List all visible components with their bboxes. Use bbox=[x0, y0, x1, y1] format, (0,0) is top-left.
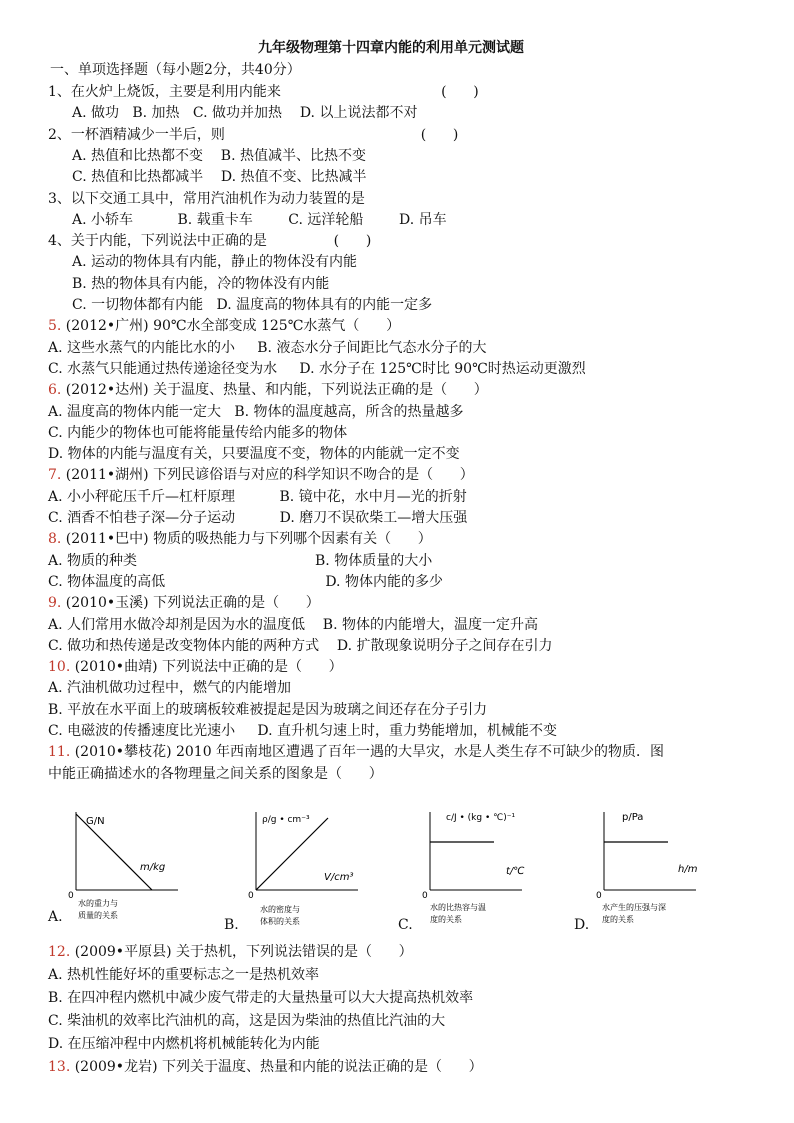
question-line bbox=[72, 103, 417, 123]
question-line bbox=[72, 146, 366, 166]
question-text: C. 做功和热传递是改变物体内能的两种方式 D. 扩散现象说明分子之间存在引力 bbox=[48, 637, 553, 654]
question-text: (2009•平原县) 关于热机，下列说法错误的是（ ） bbox=[70, 944, 413, 960]
question-text: C. 物体温度的高低 D. 物体内能的多少 bbox=[48, 573, 443, 590]
svg-text:质量的关系: 质量的关系 bbox=[78, 911, 118, 920]
question-text: A. 人们常用水做冷却剂是因为水的温度低 B. 物体的内能增大，温度一定升高 bbox=[48, 616, 538, 633]
question-number: 6. bbox=[48, 382, 62, 399]
question-line bbox=[48, 657, 343, 677]
question-text: 在火炉上烧饭，主要是利用内能来 ( ) bbox=[70, 84, 479, 100]
question-line bbox=[48, 1011, 445, 1031]
question-line bbox=[48, 189, 365, 209]
question-text: A. 物质的种类 B. 物体质量的大小 bbox=[48, 552, 433, 569]
svg-text:0: 0 bbox=[596, 891, 602, 901]
question-text: C. 酒香不怕巷子深—分子运动 D. 磨刀不误砍柴工—增大压强 bbox=[48, 510, 468, 526]
question-text: C. 内能少的物体也可能将能量传给内能多的物体 bbox=[48, 424, 348, 441]
graph-b-xlabel: V/cm³ bbox=[324, 872, 354, 883]
question-text: C. 热值和比热都减半 D. 热值不变、比热减半 bbox=[72, 169, 367, 186]
question-line bbox=[48, 615, 538, 635]
graph-c-ylabel: c/J • (kg • ℃)⁻¹ bbox=[446, 813, 516, 823]
question-text: B. 平放在水平面上的玻璃板较难被提起是因为玻璃之间还存在分子引力 bbox=[48, 701, 488, 718]
graph-c-xlabel: t/℃ bbox=[506, 866, 525, 877]
question-number: 13. bbox=[48, 1059, 71, 1075]
svg-text:体积的关系: 体积的关系 bbox=[260, 917, 300, 926]
svg-text:度的关系: 度的关系 bbox=[430, 915, 462, 924]
question-line bbox=[48, 593, 320, 613]
question-text: A. 热值和比热都不变 B. 热值减半、比热不变 bbox=[72, 147, 366, 164]
question-text: 一杯酒精减少一半后，则 ( ) bbox=[70, 126, 459, 143]
question-line bbox=[48, 721, 557, 741]
question-text: A. 运动的物体具有内能，静止的物体没有内能 bbox=[72, 254, 358, 271]
question-text: A. 热机性能好坏的重要标志之一是热机效率 bbox=[48, 967, 320, 983]
question-line bbox=[48, 380, 488, 400]
question-line bbox=[48, 764, 383, 784]
question-text: C. 水蒸气只能通过热传递途径变为水 D. 水分子在 125℃时比 90℃时热运动更激烈 bbox=[48, 360, 586, 377]
option-c-letter: C. bbox=[398, 917, 413, 933]
graph-d-ylabel: p/Pa bbox=[622, 812, 644, 823]
question-line bbox=[72, 295, 432, 315]
graph-a-ylabel: G/N bbox=[86, 816, 105, 827]
question-line bbox=[48, 508, 467, 528]
question-line bbox=[48, 338, 486, 358]
question-line bbox=[48, 742, 664, 762]
question-text: (2010•攀枝花) 2010 年西南地区遭遇了百年一遇的大旱灾，水是人类生存不可缺少的物质．图 bbox=[70, 744, 665, 761]
question-text: A. 小小秤砣压千斤—杠杆原理 B. 镜中花，水中月—光的折射 bbox=[48, 488, 467, 505]
question-line bbox=[48, 231, 371, 251]
question-text: 中能正确描述水的各物理量之间关系的图象是（ ） bbox=[48, 765, 383, 782]
graph-a-caption: 水的重力与 bbox=[78, 899, 118, 908]
question-text: C. 一切物体都有内能 D. 温度高的物体具有的内能一定多 bbox=[72, 297, 433, 313]
question-line bbox=[48, 529, 432, 549]
question-line bbox=[48, 1057, 483, 1077]
question-text: (2010•玉溪) 下列说法正确的是（ ） bbox=[61, 595, 320, 612]
question-line bbox=[48, 700, 487, 720]
question-text: D. 物体的内能与温度有关，只要温度不变，物体的内能就一定不变 bbox=[48, 446, 460, 463]
question-number: 7. bbox=[48, 467, 62, 484]
question-number: 5. bbox=[48, 318, 62, 335]
question-line bbox=[48, 444, 460, 464]
question-text: A. 温度高的物体内能一定大 B. 物体的温度越高，所含的热量越多 bbox=[48, 403, 464, 420]
graph-c bbox=[402, 800, 572, 935]
graph-d-caption: 水产生的压强与深 bbox=[602, 903, 666, 912]
svg-text:0: 0 bbox=[248, 891, 254, 901]
option-b-letter: B. bbox=[224, 917, 239, 933]
question-line bbox=[48, 402, 464, 422]
question-text: D. 在压缩冲程中内燃机将机械能转化为内能 bbox=[48, 1036, 320, 1052]
question-text: B. 在四冲程内燃机中减少废气带走的大量热量可以大大提高热机效率 bbox=[48, 990, 474, 1006]
question-line bbox=[48, 988, 473, 1008]
graph-b bbox=[228, 800, 388, 935]
question-number: 9. bbox=[48, 595, 62, 612]
question-line bbox=[72, 210, 447, 230]
question-line bbox=[48, 572, 443, 592]
question-number: 8. bbox=[48, 531, 62, 548]
question-line bbox=[48, 942, 413, 962]
question-number: 10. bbox=[48, 659, 71, 676]
question-line bbox=[48, 487, 467, 507]
question-line bbox=[48, 465, 474, 485]
question-text: (2012•达州) 关于温度、热量、和内能，下列说法正确的是（ ） bbox=[61, 382, 488, 399]
graph-b-line bbox=[256, 818, 328, 890]
question-line bbox=[72, 167, 367, 187]
question-text: (2009•龙岩) 下列关于温度、热量和内能的说法正确的是（ ） bbox=[70, 1059, 483, 1075]
option-d-letter: D. bbox=[574, 917, 590, 933]
question-text: 关于内能，下列说法中正确的是 ( ) bbox=[70, 233, 372, 250]
question-text: (2011•湖州) 下列民谚俗语与对应的科学知识不吻合的是（ ） bbox=[61, 467, 474, 484]
option-a-letter: A. bbox=[48, 909, 63, 925]
graph-c-caption: 水的比热容与温 bbox=[430, 903, 486, 912]
question-line bbox=[48, 636, 553, 656]
question-line bbox=[48, 423, 347, 443]
graph-d-xlabel: h/m bbox=[678, 864, 698, 875]
graph-a bbox=[48, 800, 208, 935]
section-heading: 一、单项选择题（每小题2分，共40分） bbox=[50, 62, 301, 78]
question-text: (2010•曲靖) 下列说法中正确的是（ ） bbox=[70, 659, 343, 676]
question-number: 12. bbox=[48, 944, 71, 960]
question-line bbox=[48, 678, 291, 698]
question-text: (2012•广州) 90℃水全部变成 125℃水蒸气（ ） bbox=[61, 318, 401, 335]
graph-b-caption: 水的密度与 bbox=[260, 905, 300, 914]
question-line bbox=[48, 82, 479, 102]
question-number: 4、 bbox=[48, 233, 71, 250]
question-text: A. 汽油机做功过程中，燃气的内能增加 bbox=[48, 680, 292, 697]
question-text: (2011•巴中) 物质的吸热能力与下列哪个因素有关（ ） bbox=[61, 531, 432, 548]
question-text: B. 热的物体具有内能，冷的物体没有内能 bbox=[72, 275, 330, 292]
question-line bbox=[48, 359, 586, 379]
question-text: 以下交通工具中，常用汽油机作为动力装置的是 bbox=[70, 190, 365, 207]
question-text: C. 电磁波的传播速度比光速小 D. 直升机匀速上时，重力势能增加，机械能不变 bbox=[48, 723, 557, 739]
question-text: A. 做功 B. 加热 C. 做功并加热 D. 以上说法都不对 bbox=[72, 105, 418, 122]
svg-text:0: 0 bbox=[68, 891, 74, 901]
question-text: A. 小轿车 B. 载重卡车 C. 远洋轮船 D. 吊车 bbox=[72, 211, 447, 228]
question-line bbox=[48, 316, 400, 336]
question-line bbox=[72, 274, 329, 294]
question-line bbox=[72, 252, 357, 272]
question-text: C. 柴油机的效率比汽油机的高，这是因为柴油的热值比汽油的大 bbox=[48, 1013, 446, 1029]
question-number: 1、 bbox=[48, 84, 71, 100]
question-line bbox=[48, 965, 319, 985]
graph-b-ylabel: ρ/g • cm⁻³ bbox=[262, 815, 310, 825]
question-line bbox=[48, 125, 458, 145]
question-number: 3、 bbox=[48, 190, 71, 207]
question-text: A. 这些水蒸气的内能比水的小 B. 液态水分子间距比气态水分子的大 bbox=[48, 339, 487, 356]
svg-text:0: 0 bbox=[422, 891, 428, 901]
question-number: 2、 bbox=[48, 126, 71, 143]
question-number: 11. bbox=[48, 744, 71, 761]
svg-text:度的关系: 度的关系 bbox=[602, 915, 634, 924]
graph-d bbox=[576, 800, 736, 935]
page-title: 九年级物理第十四章内能的利用单元测试题 bbox=[258, 40, 524, 56]
graph-a-xlabel: m/kg bbox=[140, 862, 166, 873]
question-line bbox=[48, 1034, 320, 1054]
question-line bbox=[48, 551, 432, 571]
